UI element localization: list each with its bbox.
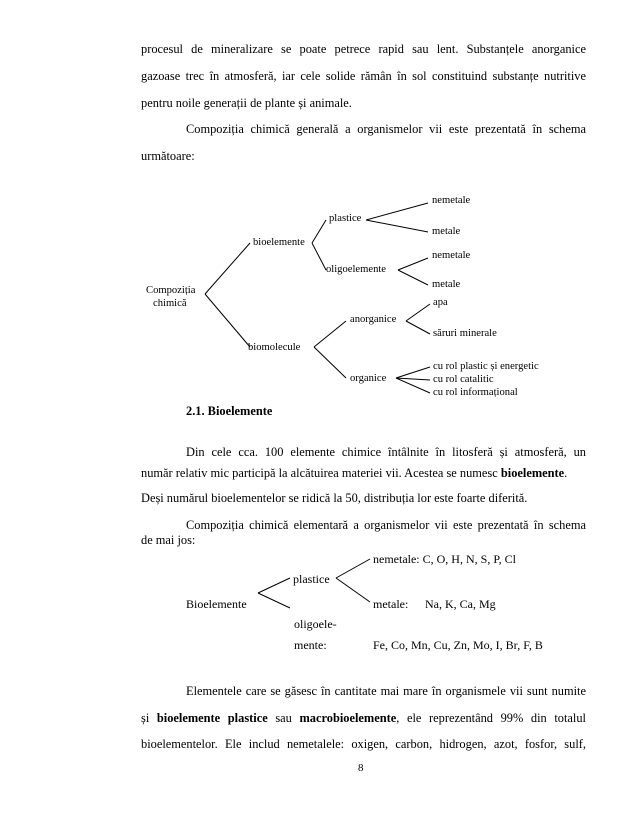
diagram-node-label: oligoelemente bbox=[326, 264, 387, 275]
diagram-root-label: chimică bbox=[153, 298, 187, 309]
diagram-leaf-label: cu rol catalitic bbox=[433, 374, 494, 385]
diagram-leaf-values: Fe, Co, Mn, Cu, Zn, Mo, I, Br, F, B bbox=[373, 638, 543, 652]
connector-line bbox=[396, 367, 430, 378]
diagram-node-label: anorganice bbox=[350, 314, 397, 325]
connector-line bbox=[205, 243, 250, 294]
connector-line bbox=[312, 243, 326, 270]
paragraph-line: bioelementelor. Ele includ nemetalele: oxigen, carbon, hidrogen, azot, fosfor, sulf, bbox=[141, 737, 586, 751]
connector-line bbox=[336, 559, 370, 578]
paragraph-line: următoare: bbox=[141, 149, 195, 163]
connector-line bbox=[205, 294, 250, 347]
page-number: 8 bbox=[358, 762, 364, 774]
diagram-leaf-label: nemetale bbox=[432, 250, 471, 261]
paragraph-line: de mai jos: bbox=[141, 533, 196, 547]
diagram-leaf-label: nemetale: C, O, H, N, S, P, Cl bbox=[373, 552, 516, 566]
diagram-node-label: bioelemente bbox=[253, 237, 305, 248]
connector-line bbox=[396, 378, 430, 393]
connector-line bbox=[396, 378, 430, 380]
paragraph-line: Elementele care se găsesc în cantitate mai mare în organismele vii sunt numite bbox=[186, 684, 586, 698]
connector-line bbox=[314, 347, 346, 378]
paragraph-line: pentru noile generații de plante și animale. bbox=[141, 96, 352, 110]
bold-term: bioelemente bbox=[500, 466, 565, 480]
diagram-root-label: Bioelemente bbox=[186, 597, 247, 611]
connector-line bbox=[312, 220, 326, 243]
diagram-node-label: mente: bbox=[294, 638, 327, 652]
paragraph-line: gazoase trec în atmosferă, iar cele solide rămân în sol constituind substanțe nutritive bbox=[141, 69, 586, 83]
bold-term: macrobioelemente bbox=[299, 711, 397, 725]
diagram-leaf-label: metale bbox=[432, 226, 461, 237]
diagram-leaf-label: săruri minerale bbox=[433, 328, 497, 339]
diagram-leaf-label: apa bbox=[433, 297, 448, 308]
paragraph-line: Compoziția chimică generală a organismelor vii este prezentată în schema bbox=[186, 122, 586, 136]
connector-line bbox=[366, 203, 428, 220]
diagram-leaf-label: metale: bbox=[373, 597, 409, 611]
connector-line bbox=[406, 321, 430, 334]
diagram-node-label: biomolecule bbox=[248, 342, 301, 353]
paragraph-line: procesul de mineralizare se poate petrece rapid sau lent. Substanțele anorganice bbox=[141, 42, 586, 56]
diagram-leaf-label: nemetale bbox=[432, 195, 471, 206]
paragraph-line: și bioelemente plastice sau macrobioelemente, ele reprezentând 99% din totalul bbox=[141, 711, 586, 725]
connector-line bbox=[406, 304, 430, 321]
paragraph-line: număr relativ mic participă la alcătuirea materiei vii. Acestea se numesc bioelemente. bbox=[141, 466, 568, 480]
connector-line bbox=[258, 578, 290, 593]
connector-line bbox=[366, 220, 428, 232]
diagram-node-label: plastice bbox=[293, 572, 330, 586]
paragraph-line: Din cele cca. 100 elemente chimice întâlnite în litosferă și atmosferă, un bbox=[186, 445, 586, 459]
paragraph-line: Deși numărul bioelementelor se ridică la 50, distribuția lor este foarte diferită. bbox=[141, 491, 528, 505]
connector-line bbox=[398, 258, 428, 270]
diagram-node-label: plastice bbox=[329, 213, 362, 224]
connector-line bbox=[336, 578, 370, 602]
section-heading: 2.1. Bioelemente bbox=[186, 404, 273, 418]
connector-line bbox=[314, 321, 346, 347]
bold-term: bioelemente plastice bbox=[156, 711, 268, 725]
diagram-leaf-label: cu rol informațional bbox=[433, 387, 518, 398]
diagram-leaf-label: cu rol plastic și energetic bbox=[433, 361, 539, 372]
diagram-leaf-label: metale bbox=[432, 279, 461, 290]
diagram-root-label: Compoziția bbox=[146, 285, 196, 296]
diagram-leaf-values: Na, K, Ca, Mg bbox=[425, 597, 496, 611]
connector-line bbox=[398, 270, 428, 285]
diagram-node-label: organice bbox=[350, 373, 387, 384]
paragraph-line: Compoziția chimică elementară a organismelor vii este prezentată în schema bbox=[186, 518, 586, 532]
connector-line bbox=[258, 593, 290, 608]
diagram-node-label: oligoele- bbox=[294, 617, 337, 631]
